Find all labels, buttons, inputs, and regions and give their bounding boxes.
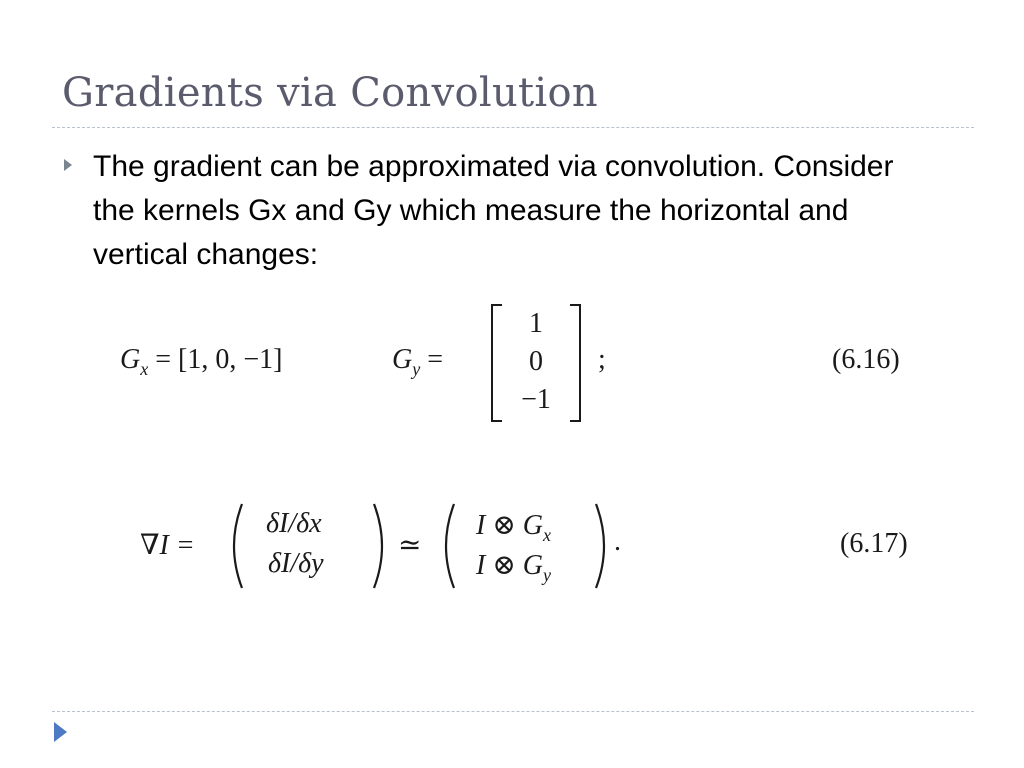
gx-rhs: = [1, 0, −1] — [155, 344, 283, 375]
gy-subscript: y — [412, 359, 421, 379]
equation-terminator: ; — [598, 344, 606, 375]
equation-number: (6.17) — [840, 528, 908, 559]
equation-6-17 — [140, 500, 940, 600]
gy-symbol: G — [392, 344, 413, 375]
vector-entry: 0 — [529, 346, 543, 377]
bullet-text: The gradient can be approximated via convolution. Consider the kernels Gx and Gy which measure the horizontal and vertical changes: — [93, 150, 894, 271]
convolution-expression: I ⊗ G — [476, 510, 544, 541]
column-entry — [476, 548, 552, 585]
play-arrow-icon[interactable] — [54, 722, 67, 742]
vector-entry: 1 — [529, 308, 543, 339]
footer-divider — [52, 711, 974, 712]
approx-relation: ≃ — [398, 530, 422, 561]
column-entry — [476, 508, 552, 545]
convolution-expression: I ⊗ G — [476, 550, 544, 581]
gx-subscript: x — [140, 359, 149, 379]
column-entry: δI/δx — [266, 508, 322, 539]
triangle-right-icon — [64, 159, 72, 171]
gx-symbol: G — [120, 344, 141, 375]
gy-lhs — [392, 344, 444, 379]
slide-title: Gradients via Convolution — [62, 70, 598, 116]
gy-column-vector — [488, 302, 584, 422]
gradient-lhs: ∇I = — [140, 530, 195, 561]
convolution-subscript: y — [543, 565, 552, 585]
title-divider — [52, 127, 974, 128]
gy-equals: = — [427, 344, 444, 375]
equation-number: (6.16) — [832, 344, 900, 375]
partial-derivative-column — [228, 500, 388, 592]
equation-6-16 — [120, 300, 920, 430]
convolution-subscript: x — [543, 525, 552, 545]
vector-entry: −1 — [521, 384, 551, 415]
column-entry: δI/δy — [268, 548, 324, 579]
convolution-column — [440, 500, 610, 592]
equation-terminator: . — [614, 526, 621, 557]
gx-definition — [120, 344, 283, 379]
